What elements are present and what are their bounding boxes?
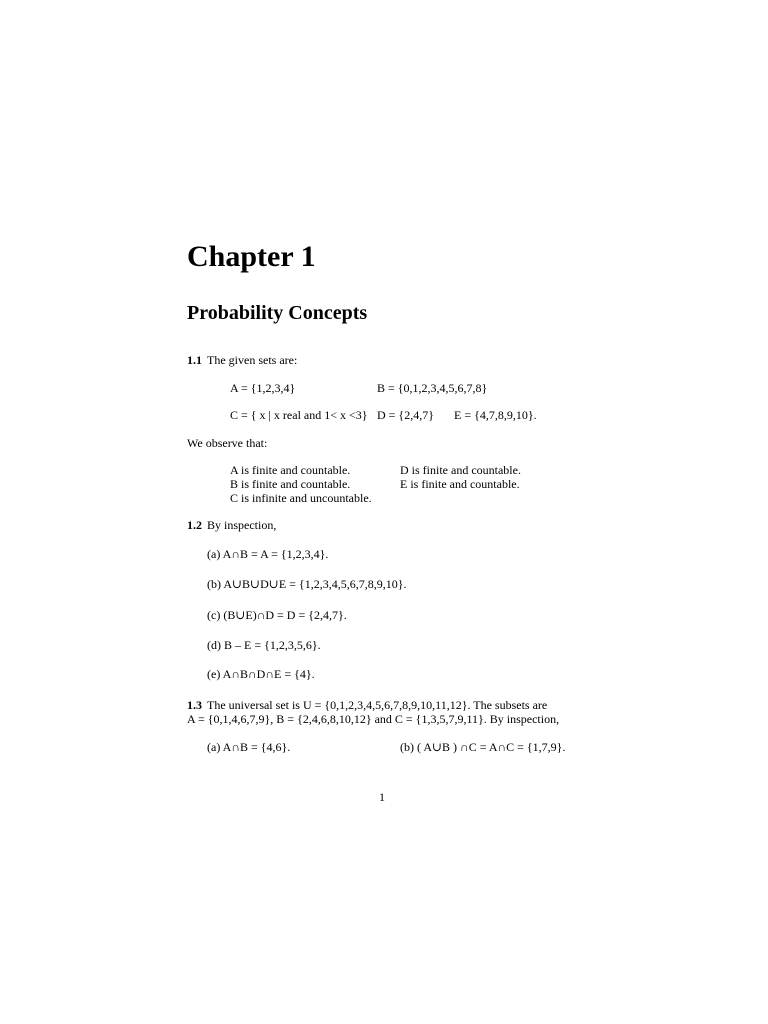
set-a: A = {1,2,3,4} xyxy=(230,381,296,395)
part-a: (a) A∩B = A = {1,2,3,4}. xyxy=(207,547,329,561)
chapter-title: Probability Concepts xyxy=(187,302,368,324)
problem-number: 1.3 xyxy=(187,698,202,712)
part-a: (a) A∩B = {4,6}. xyxy=(207,740,291,754)
observation-a: A is finite and countable. xyxy=(230,463,351,477)
set-b: B = {0,1,2,3,4,5,6,7,8} xyxy=(377,381,488,395)
problem-1-1-intro: 1.1 The given sets are: xyxy=(187,353,298,367)
part-b: (b) ( A∪B ) ∩C = A∩C = {1,7,9}. xyxy=(400,740,566,754)
set-e: E = {4,7,8,9,10}. xyxy=(454,408,537,422)
observation-b: B is finite and countable. xyxy=(230,477,351,491)
problem-1-3-line1: 1.3 The universal set is U = {0,1,2,3,4,5,6,7,8,9,10,11,12}. The subsets are xyxy=(187,698,548,712)
set-d: D = {2,4,7} xyxy=(377,408,434,422)
observation-intro: We observe that: xyxy=(187,436,268,450)
part-c: (c) (B∪E)∩D = D = {2,4,7}. xyxy=(207,608,347,622)
problem-number: 1.1 xyxy=(187,353,202,367)
observation-d: D is finite and countable. xyxy=(400,463,521,477)
page-number: 1 xyxy=(379,790,385,804)
chapter-heading: Chapter 1 xyxy=(187,240,316,273)
part-b: (b) A∪B∪D∪E = {1,2,3,4,5,6,7,8,9,10}. xyxy=(207,577,407,591)
problem-number: 1.2 xyxy=(187,518,202,532)
observation-e: E is finite and countable. xyxy=(400,477,520,491)
observation-c: C is infinite and uncountable. xyxy=(230,491,372,505)
part-d: (d) B – E = {1,2,3,5,6}. xyxy=(207,638,321,652)
problem-1-2-intro: 1.2 By inspection, xyxy=(187,518,277,532)
part-e: (e) A∩B∩D∩E = {4}. xyxy=(207,667,315,681)
set-c: C = { x | x real and 1< x <3} xyxy=(230,408,368,422)
problem-1-3-line2: A = {0,1,4,6,7,9}, B = {2,4,6,8,10,12} and C = {1,3,5,7,9,11}. By inspection, xyxy=(187,712,560,726)
